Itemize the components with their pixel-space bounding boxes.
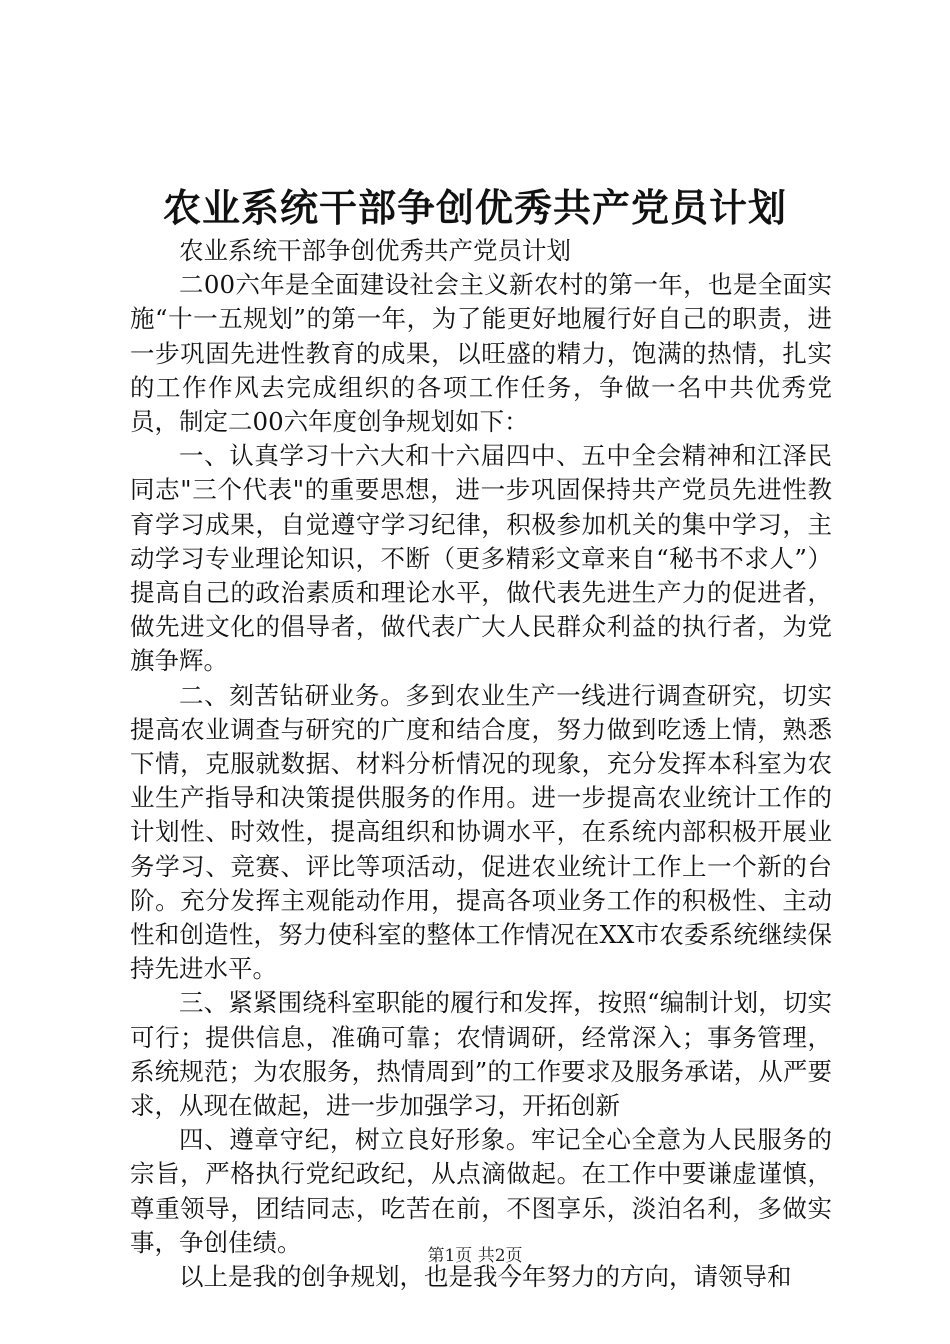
- document-body: [130, 234, 832, 1294]
- body-paragraph-intro: 二00六年是全面建设社会主义新农村的第一年，也是全面实施“十一五规划”的第一年，为了能更好地履行好自己的职责，进一步巩固先进性教育的成果，以旺盛的精力，饱满的热情，扎实的工作作风去完成组织的各项工作任务，争做一名中共优秀党员，制定二00六年度创争规划如下：: [130, 270, 832, 437]
- body-paragraph-section-1: 一、认真学习十六大和十六届四中、五中全会精神和江泽民同志"三个代表"的重要思想，进一步巩固保持共产党员先进性教育学习成果，自觉遵守学习纪律，积极参加机关的集中学习，主动学习专业理论知识，不断（更多精彩文章来自“秘书不求人”）提高自己的政治素质和理论水平，做代表先进生产力的促进者，做先进文化的倡导者，做代表广大人民群众利益的执行者，为党旗争辉。: [130, 441, 832, 676]
- body-paragraph-section-4: 四、遵章守纪，树立良好形象。牢记全心全意为人民服务的宗旨，严格执行党纪政纪，从点滴做起。在工作中要谦虚谨慎，尊重领导，团结同志，吃苦在前，不图享乐，淡泊名利，多做实事，争创佳绩。: [130, 1125, 832, 1257]
- body-paragraph-closing: 以上是我的创争规划，也是我今年努力的方向，请领导和: [179, 1262, 792, 1292]
- document-title: 农业系统干部争创优秀共产党员计划: [162, 185, 787, 230]
- page-number-footer: 第1页 共2页: [427, 1246, 523, 1266]
- body-paragraph-section-2: 二、刻苦钻研业务。多到农业生产一线进行调查研究，切实提高农业调查与研究的广度和结合度，努力做到吃透上情，熟悉下情，克服就数据、材料分析情况的现象，充分发挥本科室为农业生产指导和决策提供服务的作用。进一步提高农业统计工作的计划性、时效性，提高组织和协调水平，在系统内部积极开展业务学习、竞赛、评比等项活动，促进农业统计工作上一个新的台阶。充分发挥主观能动作用，提高各项业务工作的积极性、主动性和创造性，努力使科室的整体工作情况在XX市农委系统继续保持先进水平。: [130, 680, 832, 984]
- body-paragraph-subtitle: 农业系统干部争创优秀共产党员计划: [179, 236, 571, 265]
- body-paragraph-section-3: 三、紧紧围绕科室职能的履行和发挥，按照“编制计划，切实可行；提供信息，准确可靠；农情调研，经常深入；事务管理，系统规范；为农服务，热情周到”的工作要求及服务承诺，从严要求，从现在做起，进一步加强学习，开拓创新: [130, 988, 832, 1121]
